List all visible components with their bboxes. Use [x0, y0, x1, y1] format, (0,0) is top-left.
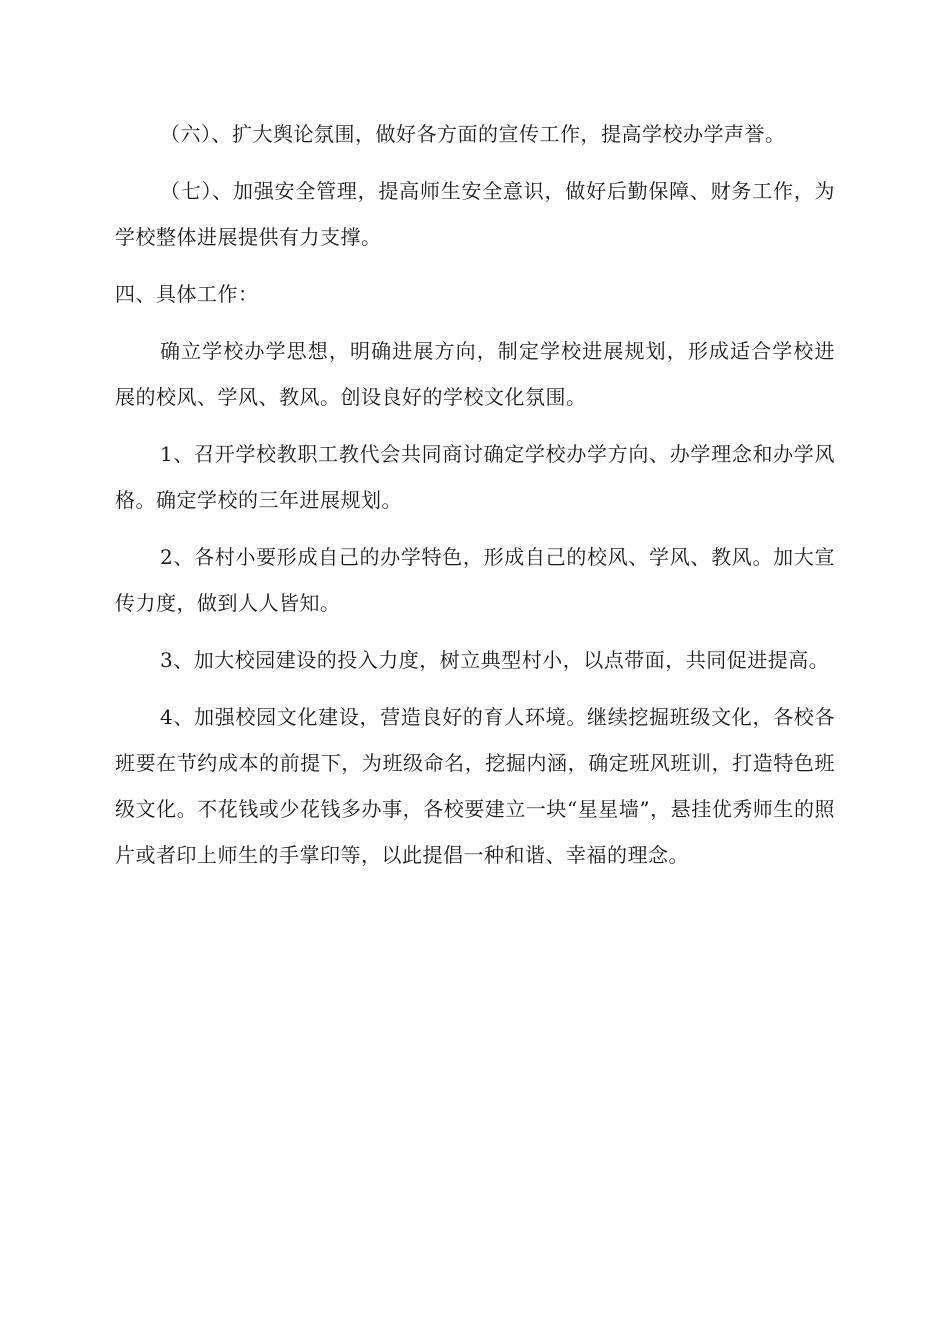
- list-item-2: 2、各村小要形成自己的办学特色，形成自己的校风、学风、教风。加大宣传力度，做到人人皆知。: [115, 545, 835, 615]
- list-item-4: 4、加强校园文化建设，营造良好的育人环境。继续挖掘班级文化，各校各班要在节约成本的前提下，为班级命名，挖掘内涵，确定班风班训，打造特色班级文化。不花钱或少花钱多办事，各校要建立一块“星星墙”，悬挂优秀师生的照片或者印上师生的手掌印等，以此提倡一种和谐、幸福的理念。: [115, 705, 835, 867]
- section-heading-specific-work: 四、具体工作：: [115, 282, 259, 306]
- paragraph-safety: （七）、加强安全管理，提高师生安全意识，做好后勤保障、财务工作，为学校整体进展提供有力支撑。: [115, 179, 835, 249]
- paragraph-school-philosophy: 确立学校办学思想，明确进展方向，制定学校进展规划，形成适合学校进展的校风、学风、教风。创设良好的学校文化氛围。: [115, 339, 835, 409]
- document-body: [115, 111, 835, 889]
- paragraph-publicity: （六）、扩大舆论氛围，做好各方面的宣传工作，提高学校办学声誉。: [160, 122, 786, 146]
- list-item-3: 3、加大校园建设的投入力度，树立典型村小，以点带面，共同促进提高。: [160, 648, 830, 672]
- list-item-1: 1、召开学校教职工教代会共同商讨确定学校办学方向、办学理念和办学风格。确定学校的三年进展规划。: [115, 442, 835, 512]
